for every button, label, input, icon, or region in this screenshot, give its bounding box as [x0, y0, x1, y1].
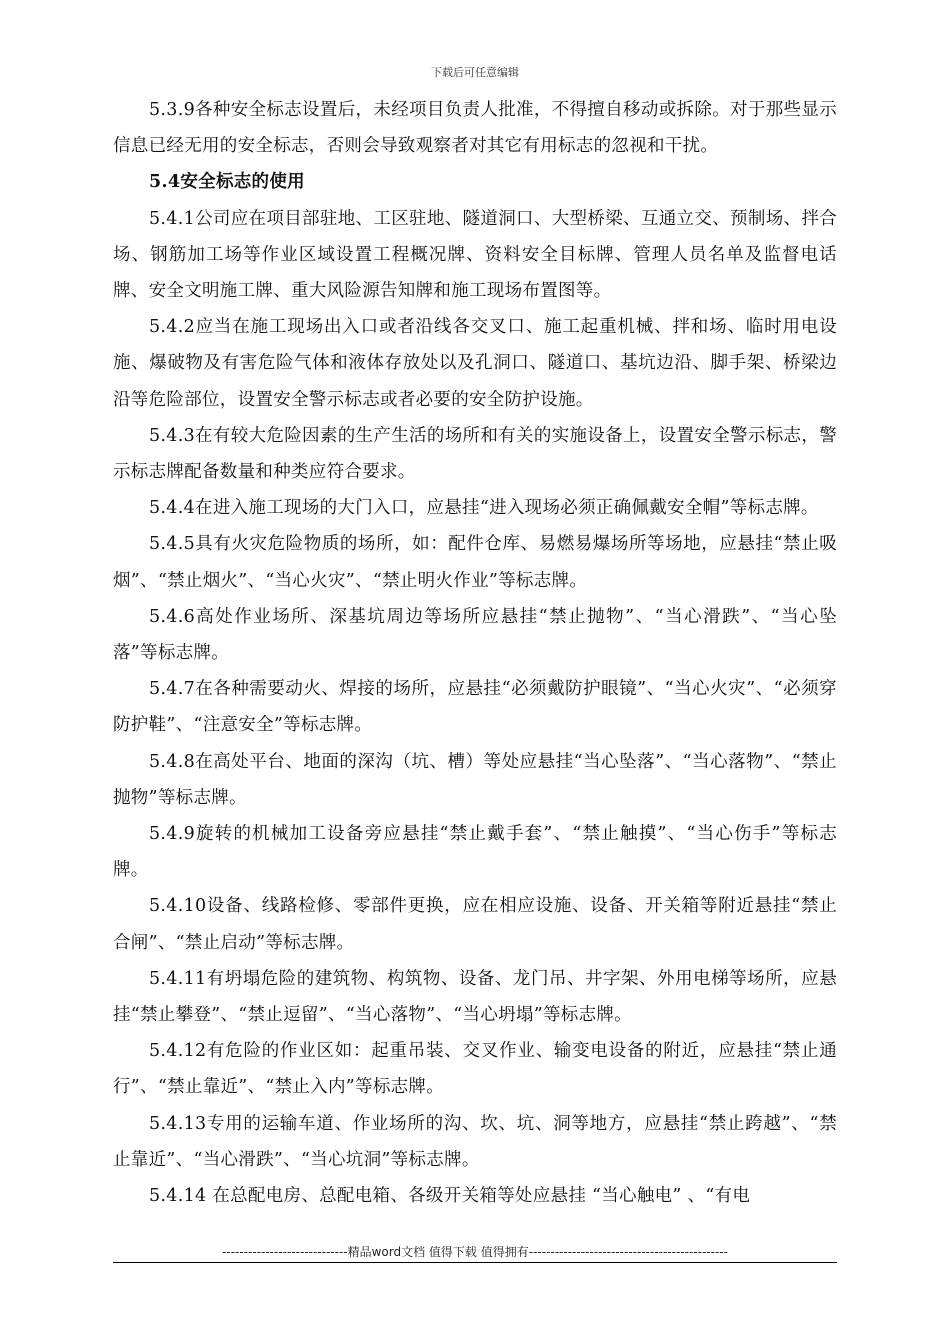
paragraph-5-4-2: 5.4.2应当在施工现场出入口或者沿线各交叉口、施工起重机械、拌和场、临时用电设施、爆破物及有害危险气体和液体存放处以及孔洞口、隧道口、基坑边沿、脚手架、桥梁边沿等危险部位，设置安全警示标志或者必要的安全防护设施。 — [113, 317, 837, 410]
page-footer: -----------------------------精品word文档 值得下载 值得拥有---------------------------------------------- — [222, 1245, 728, 1259]
paragraph-5-4-1: 5.4.1公司应在项目部驻地、工区驻地、隧道洞口、大型桥梁、互通立交、预制场、拌合场、钢筋加工场等作业区域设置工程概况牌、资料安全目标牌、管理人员名单及监督电话牌、安全文明施工牌、重大风险源告知牌和施工现场布置图等。 — [113, 208, 837, 302]
paragraph-5-4-6: 5.4.6高处作业场所、深基坑周边等场所应悬挂“禁止抛物”、“当心滑跌”、“当心坠落”等标志牌。 — [113, 606, 837, 664]
document-body — [113, 92, 837, 1214]
paragraph-5-4-11: 5.4.11有坍塌危险的建筑物、构筑物、设备、龙门吊、井字架、外用电梯等场所，应悬挂“禁止攀登”、“禁止逗留”、“当心落物”、“当心坍塌”等标志牌。 — [113, 968, 837, 1026]
paragraph-5-4-14: 5.4.14 在总配电房、总配电箱、各级开关箱等处应悬挂 “当心触电” 、“有电 — [149, 1186, 751, 1207]
paragraph-5-4-12: 5.4.12有危险的作业区如：起重吊装、交叉作业、输变电设备的附近，应悬挂“禁止通行”、“禁止靠近”、“禁止入内”等标志牌。 — [113, 1041, 837, 1098]
paragraph-5-4-9: 5.4.9旋转的机械加工设备旁应悬挂“禁止戴手套”、“禁止触摸”、“当心伤手”等标志牌。 — [113, 824, 837, 881]
paragraph-5-4-5: 5.4.5具有火灾危险物质的场所，如：配件仓库、易燃易爆场所等场地，应悬挂“禁止吸烟”、“禁止烟火”、“当心火灾”、“禁止明火作业”等标志牌。 — [113, 534, 837, 591]
page-header: 下载后可任意编辑 — [431, 66, 519, 79]
paragraph-5-4-8: 5.4.8在高处平台、地面的深沟（坑、槽）等处应悬挂“当心坠落”、“当心落物”、“禁止抛物”等标志牌。 — [113, 751, 837, 808]
paragraph-5-4-13: 5.4.13专用的运输车道、作业场所的沟、坎、坑、洞等地方，应悬挂“禁止跨越”、“禁止靠近”、“当心滑跌”、“当心坑洞”等标志牌。 — [113, 1113, 837, 1170]
paragraph-5-3-9: 5.3.9各种安全标志设置后，未经项目负责人批准，不得擅自移动或拆除。对于那些显示信息已经无用的安全标志，否则会导致观察者对其它有用标志的忽视和干扰。 — [113, 100, 837, 157]
paragraph-5-4-7: 5.4.7在各种需要动火、焊接的场所，应悬挂“必须戴防护眼镜”、“当心火灾”、“必须穿防护鞋”、“注意安全”等标志牌。 — [113, 679, 837, 736]
paragraph-5-4-4: 5.4.4在进入施工现场的大门入口，应悬挂“进入现场必须正确佩戴安全帽”等标志牌。 — [149, 498, 819, 519]
paragraph-5-4-10: 5.4.10设备、线路检修、零部件更换，应在相应设施、设备、开关箱等附近悬挂“禁止合闸”、“禁止启动”等标志牌。 — [113, 896, 837, 953]
paragraph-5-4-3: 5.4.3在有较大危险因素的生产生活的场所和有关的实施设备上，设置安全警示标志，警示标志牌配备数量和种类应符合要求。 — [113, 425, 837, 483]
footer-divider — [113, 1262, 837, 1263]
section-heading-5-4: 5.4安全标志的使用 — [149, 172, 305, 193]
